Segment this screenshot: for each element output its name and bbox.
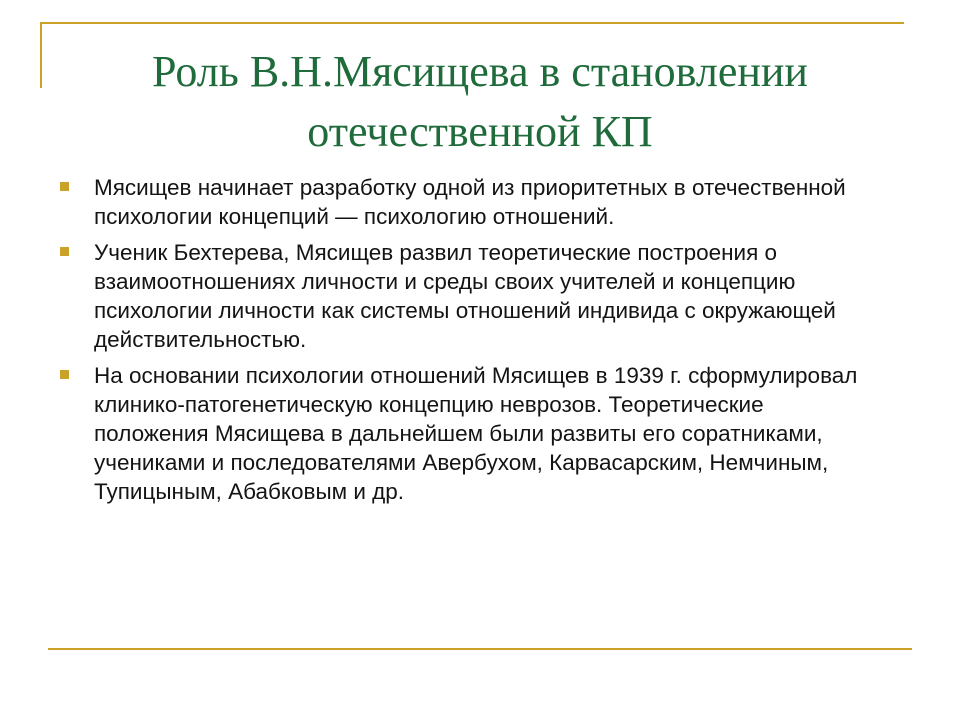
slide-title [60, 42, 900, 162]
bullet-item [58, 173, 858, 231]
bullet-text: На основании психологии отношений Мясищев в 1939 г. сформулировал клинико-патогенетическую концепцию неврозов. Теоретические положения Мясищева в дальнейшем были развиты его соратниками, учениками и последователями Авербухом, Карвасарским, Немчиным, Тупицыным, Абабковым и др. [94, 363, 858, 504]
slide-title-line-2: отечественной КП [307, 107, 653, 156]
bullet-item [58, 361, 858, 506]
frame-left-line [40, 22, 42, 88]
frame-top-line [40, 22, 904, 24]
frame-bottom-line [48, 648, 912, 650]
slide-title-line-1: Роль В.Н.Мясищева в становлении [152, 47, 808, 96]
square-bullet-icon [60, 247, 69, 256]
bullet-text: Ученик Бехтерева, Мясищев развил теоретические построения о взаимоотношениях личности и среды своих учителей и концепцию психологии личности как системы отношений индивида с окружающей действительностью. [94, 240, 836, 352]
square-bullet-icon [60, 370, 69, 379]
bullet-text: Мясищев начинает разработку одной из приоритетных в отечественной психологии концепций — психологию отношений. [94, 175, 846, 229]
bullet-item [58, 238, 858, 354]
square-bullet-icon [60, 182, 69, 191]
bullet-list [58, 173, 858, 513]
